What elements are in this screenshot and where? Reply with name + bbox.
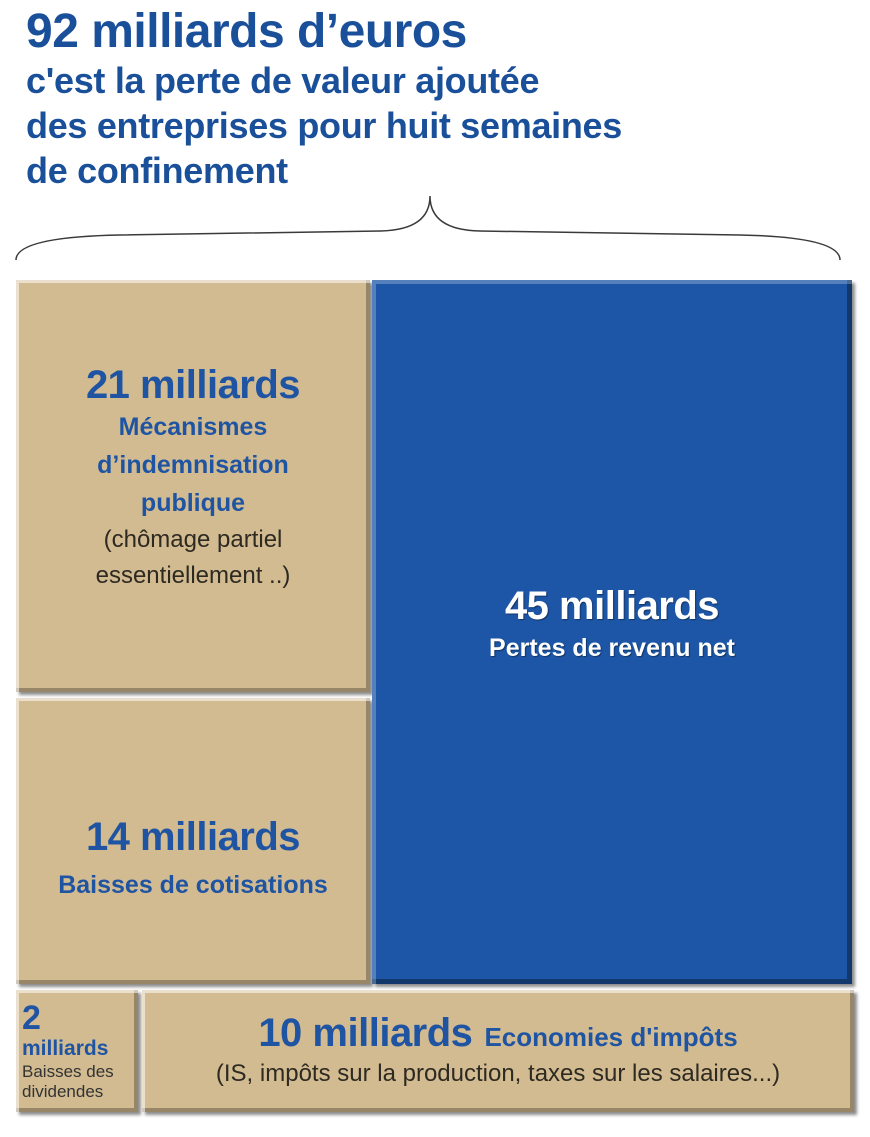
block-impots <box>142 990 854 1112</box>
unit-milliards: milliards <box>22 1037 109 1060</box>
block-cotisations <box>16 698 370 984</box>
impots-headline <box>258 1010 737 1056</box>
amount-10: 10 milliards <box>258 1011 473 1055</box>
block-revenu <box>372 280 852 984</box>
desc-dividendes-1: Baisses des <box>22 1062 114 1081</box>
desc-line-2: essentiellement ..) <box>95 562 291 589</box>
amount-2: 2 <box>22 999 41 1037</box>
subtitle-line-1: c'est la perte de valeur ajoutée <box>26 60 540 101</box>
label-revenu: Pertes de revenu net <box>489 634 735 662</box>
curly-brace <box>0 190 870 270</box>
label-cotisations: Baisses de cotisations <box>58 871 328 899</box>
subtitle-line-3: de confinement <box>26 150 288 191</box>
page-title <box>26 6 622 193</box>
desc-line-1: (chômage partiel <box>103 526 283 553</box>
block-indemnisation <box>16 280 370 692</box>
desc-dividendes-2: dividendes <box>22 1082 104 1101</box>
label-line-1: Mécanismes <box>118 413 268 441</box>
label-line-2: d’indemnisation <box>97 451 289 479</box>
subtitle-line-2: des entreprises pour huit semaines <box>26 105 622 146</box>
desc-impots: (IS, impôts sur la production, taxes sur les salaires...) <box>215 1060 781 1087</box>
headline: 92 milliards d’euros <box>26 5 467 58</box>
amount-21: 21 milliards <box>85 363 301 407</box>
label-impots: Economies d'impôts <box>484 1022 738 1052</box>
label-line-3: publique <box>140 489 246 517</box>
block-dividendes <box>16 990 138 1112</box>
amount-14: 14 milliards <box>85 815 301 859</box>
amount-45: 45 milliards <box>504 584 720 628</box>
